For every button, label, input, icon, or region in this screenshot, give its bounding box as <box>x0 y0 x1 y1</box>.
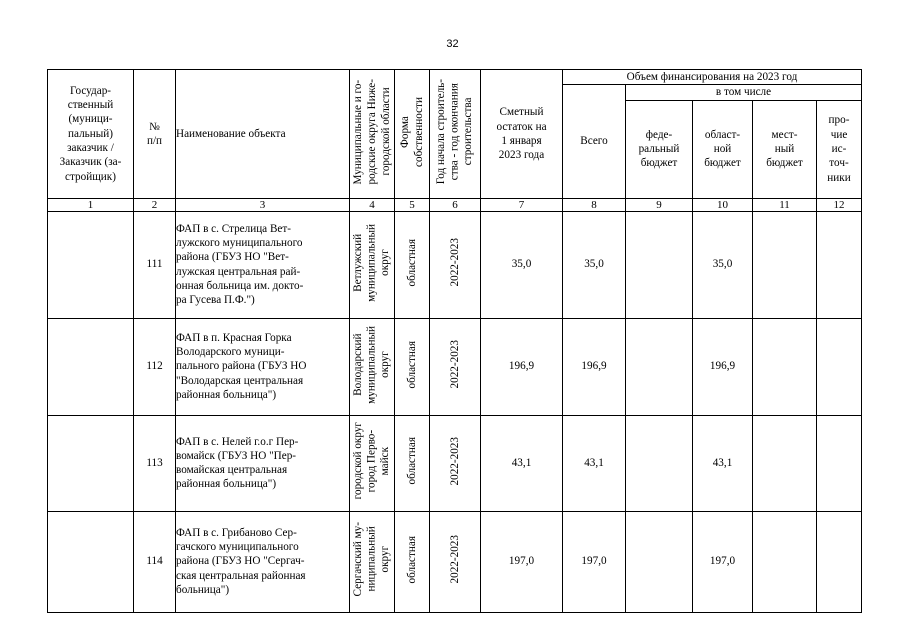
cell-federal <box>626 415 693 511</box>
cell-ownership: областная <box>395 415 430 511</box>
column-number: 6 <box>430 198 481 211</box>
cell-district: городской округ город Перво- майск <box>350 415 395 511</box>
cell-object-name: ФАП в с. Стрелица Вет- лужского муниципального района (ГБУЗ НО "Вет- лужская центральная рай- онная больница им. докто- ра Гусева П.Ф.") <box>176 211 350 318</box>
column-number: 12 <box>817 198 862 211</box>
cell-local <box>753 511 817 612</box>
cell-other <box>817 318 862 415</box>
header-local: мест- ный бюджет <box>753 100 817 198</box>
column-number: 5 <box>395 198 430 211</box>
cell-balance: 43,1 <box>481 415 563 511</box>
cell-balance: 197,0 <box>481 511 563 612</box>
column-number: 1 <box>48 198 134 211</box>
cell-local <box>753 211 817 318</box>
cell-object-name: ФАП в с. Грибаново Сер- гачского муниципального района (ГБУЗ НО "Сергач- ская центральная районная больница") <box>176 511 350 612</box>
cell-years: 2022-2023 <box>430 415 481 511</box>
cell-district: Сергачский му- ниципальный округ <box>350 511 395 612</box>
cell-customer <box>48 318 134 415</box>
page-number: 32 <box>446 38 459 50</box>
cell-years: 2022-2023 <box>430 318 481 415</box>
header-years: Год начала строитель- ства - год окончания строительства <box>430 70 481 199</box>
cell-index: 113 <box>134 415 176 511</box>
header-district: Муниципальные и го- родские округа Ниже- городской области <box>350 70 395 199</box>
cell-balance: 196,9 <box>481 318 563 415</box>
cell-total: 196,9 <box>563 318 626 415</box>
cell-other <box>817 211 862 318</box>
cell-customer <box>48 511 134 612</box>
table-row <box>48 415 862 511</box>
cell-regional: 43,1 <box>693 415 753 511</box>
table-row <box>48 511 862 612</box>
cell-object-name: ФАП в с. Нелей г.о.г Пер- вомайск (ГБУЗ НО "Пер- вомайская центральная районная больница") <box>176 415 350 511</box>
cell-customer <box>48 211 134 318</box>
cell-regional: 196,9 <box>693 318 753 415</box>
cell-total: 43,1 <box>563 415 626 511</box>
cell-ownership: областная <box>395 318 430 415</box>
cell-ownership: областная <box>395 511 430 612</box>
cell-total: 35,0 <box>563 211 626 318</box>
cell-regional: 35,0 <box>693 211 753 318</box>
header-object-name: Наименование объекта <box>176 70 350 199</box>
header-including: в том числе <box>626 85 862 100</box>
financing-table <box>47 69 862 613</box>
cell-other <box>817 415 862 511</box>
header-customer: Государ- ственный (муници- пальный) заказчик / Заказчик (за- стройщик) <box>48 70 134 199</box>
cell-ownership: областная <box>395 211 430 318</box>
column-number: 3 <box>176 198 350 211</box>
cell-district: Ветлужский муниципальный округ <box>350 211 395 318</box>
header-other: про- чие ис- точ- ники <box>817 100 862 198</box>
column-numbers-row <box>48 198 862 211</box>
column-number: 10 <box>693 198 753 211</box>
column-number: 2 <box>134 198 176 211</box>
column-number: 4 <box>350 198 395 211</box>
table-row <box>48 211 862 318</box>
cell-index: 111 <box>134 211 176 318</box>
column-number: 8 <box>563 198 626 211</box>
cell-index: 112 <box>134 318 176 415</box>
header-balance: Сметный остаток на 1 января 2023 года <box>481 70 563 199</box>
cell-years: 2022-2023 <box>430 511 481 612</box>
cell-other <box>817 511 862 612</box>
header-ownership: Форма собственности <box>395 70 430 199</box>
cell-regional: 197,0 <box>693 511 753 612</box>
cell-index: 114 <box>134 511 176 612</box>
table-row <box>48 318 862 415</box>
column-number: 11 <box>753 198 817 211</box>
header-financing: Объем финансирования на 2023 год <box>563 70 862 85</box>
header-federal: феде- ральный бюджет <box>626 100 693 198</box>
column-number: 7 <box>481 198 563 211</box>
header-index: № п/п <box>134 70 176 199</box>
header-total: Всего <box>563 85 626 198</box>
cell-local <box>753 415 817 511</box>
cell-district: Володарский муниципальный округ <box>350 318 395 415</box>
column-number: 9 <box>626 198 693 211</box>
cell-total: 197,0 <box>563 511 626 612</box>
cell-customer <box>48 415 134 511</box>
cell-federal <box>626 318 693 415</box>
cell-balance: 35,0 <box>481 211 563 318</box>
cell-federal <box>626 211 693 318</box>
cell-local <box>753 318 817 415</box>
cell-years: 2022-2023 <box>430 211 481 318</box>
cell-object-name: ФАП в п. Красная Горка Володарского муници- пального района (ГБУЗ НО "Володарская центральная районная больница") <box>176 318 350 415</box>
cell-federal <box>626 511 693 612</box>
header-regional: област- ной бюджет <box>693 100 753 198</box>
